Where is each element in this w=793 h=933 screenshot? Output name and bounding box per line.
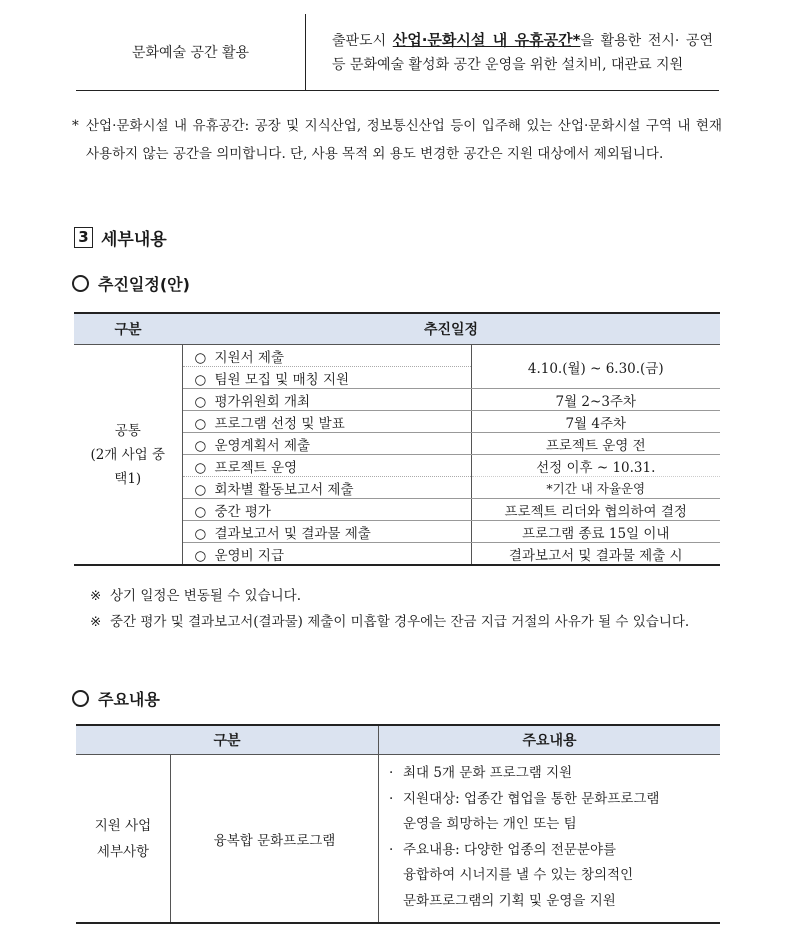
schedule-item-text: 프로그램 선정 및 발표: [214, 415, 345, 432]
footnote-mark: *: [72, 118, 79, 134]
schedule-item: [182, 367, 471, 389]
schedule-date: 프로그램 종료 15일 이내: [471, 521, 720, 543]
main-content-table: [76, 724, 720, 924]
schedule-col-group: 구분: [74, 313, 182, 345]
schedule-date: 4.10.(월) ~ 6.30.(금): [471, 345, 720, 389]
schedule-date: 7월 2~3주차: [471, 389, 720, 411]
schedule-date: *기간 내 자율운영: [471, 477, 720, 499]
schedule-item: [182, 433, 471, 455]
schedule-item-bullet: ○: [194, 459, 207, 476]
main-row-type: 융복합 문화프로그램: [171, 755, 379, 924]
content-point-continuation: 융합하여 시너지를 낼 수 있는 창의적인 문화프로그램의 기획 및 운영을 지원: [403, 867, 634, 909]
schedule-item-bullet: ○: [194, 415, 207, 432]
support-item-description: [306, 14, 720, 91]
schedule-item: [182, 389, 471, 411]
schedule-table: [74, 312, 720, 566]
note-text: 중간 평가 및 결과보고서(결과물) 제출이 미흡할 경우에는 잔금 지급 거절의 사유가 될 수 있습니다.: [110, 614, 690, 630]
schedule-item: [182, 455, 471, 477]
schedule-item: [182, 521, 471, 543]
circle-bullet-icon: [72, 275, 89, 292]
schedule-item-text: 평가위원회 개최: [214, 393, 311, 410]
schedule-item: [182, 543, 471, 566]
schedule-item: [182, 411, 471, 433]
support-item-table: [76, 14, 719, 91]
content-point: [389, 761, 716, 787]
section-title: 세부내용: [101, 230, 167, 250]
content-point-continuation: 운영을 희망하는 개인 또는 팀: [403, 816, 577, 832]
content-point-bullet: ·: [389, 790, 394, 807]
footnote: [72, 112, 722, 168]
schedule-item-bullet: ○: [194, 437, 207, 454]
schedule-item: [182, 477, 471, 499]
main-row-group: [76, 755, 171, 924]
schedule-item-text: 지원서 제출: [214, 349, 284, 366]
content-point-bullet: ·: [389, 841, 394, 858]
note-mark: ※: [90, 614, 102, 630]
schedule-row: [74, 345, 720, 367]
schedule-item: [182, 499, 471, 521]
circle-bullet-icon: [72, 690, 89, 707]
schedule-date: 프로젝트 리더와 협의하여 결정: [471, 499, 720, 521]
schedule-item-bullet: ○: [194, 525, 207, 542]
schedule-heading: [72, 272, 190, 295]
content-point: [389, 838, 716, 864]
content-point-bullet: ·: [389, 765, 394, 781]
schedule-item: [182, 345, 471, 367]
main-col-content: 주요내용: [379, 725, 721, 755]
schedule-col-schedule: 추진일정: [182, 313, 720, 345]
section-heading: [74, 225, 167, 250]
schedule-item-bullet: ○: [194, 349, 207, 366]
schedule-date: 프로젝트 운영 전: [471, 433, 720, 455]
schedule-date: 7월 4주차: [471, 411, 720, 433]
schedule-item-bullet: ○: [194, 371, 207, 388]
schedule-heading-text: 추진일정(안): [98, 275, 190, 294]
schedule-item-bullet: ○: [194, 393, 207, 410]
schedule-group-label: 공통 (2개 사업 중 택1): [74, 345, 182, 566]
schedule-item-text: 팀원 모집 및 매칭 지원: [214, 371, 350, 388]
main-content-heading: [72, 687, 160, 710]
support-item-label: 문화예술 공간 활용: [76, 14, 306, 91]
schedule-item-text: 회차별 활동보고서 제출: [214, 481, 354, 498]
content-point-head: 최대 5개 문화 프로그램 지원: [403, 765, 573, 781]
description-suffix: 을 활용한 전시· 공연 등 문화예술 활성화 공간 운영을 위한 설치비, 대관료 지원: [332, 32, 713, 73]
schedule-date: 결과보고서 및 결과물 제출 시: [471, 543, 720, 566]
note-row: [90, 583, 722, 609]
schedule-item-bullet: ○: [194, 503, 207, 520]
footnote-text: 산업·문화시설 내 유휴공간: 공장 및 지식산업, 정보통신산업 등이 입주해 있는 산업·문화시설 구역 내 현재 사용하지 않는 공간을 의미합니다. 단, 사용 목적 외 용도 변경한 공간은 지원 대상에서 제외됩니다.: [86, 118, 722, 162]
main-col-group: 구분: [76, 725, 379, 755]
schedule-item-bullet: ○: [194, 547, 207, 564]
schedule-item-bullet: ○: [194, 481, 207, 498]
section-number-box: 3: [74, 227, 93, 248]
main-row-points: [379, 755, 721, 924]
content-point-head: 지원대상: 업종간 협업을 통한 문화프로그램: [403, 790, 660, 807]
note-row: [90, 609, 722, 635]
schedule-item-text: 프로젝트 운영: [214, 459, 298, 476]
main-content-heading-text: 주요내용: [98, 690, 160, 709]
schedule-date: 선정 이후 ~ 10.31.: [471, 455, 720, 477]
schedule-item-text: 결과보고서 및 결과물 제출: [214, 525, 371, 542]
content-point-head: 주요내용: 다양한 업종의 전문분야를: [403, 841, 617, 858]
description-highlight: 산업·문화시설 내 유휴공간*: [392, 30, 581, 49]
description-prefix: 출판도시: [332, 32, 393, 49]
schedule-item-text: 운영비 지급: [214, 547, 284, 564]
schedule-item-text: 중간 평가: [214, 503, 271, 520]
note-text: 상기 일정은 변동될 수 있습니다.: [110, 588, 301, 604]
schedule-item-text: 운영계획서 제출: [214, 437, 311, 454]
note-mark: ※: [90, 588, 102, 604]
content-point: [389, 787, 716, 813]
main-row-group-text: 지원 사업 세부사항: [94, 817, 152, 860]
schedule-notes: [90, 583, 722, 635]
